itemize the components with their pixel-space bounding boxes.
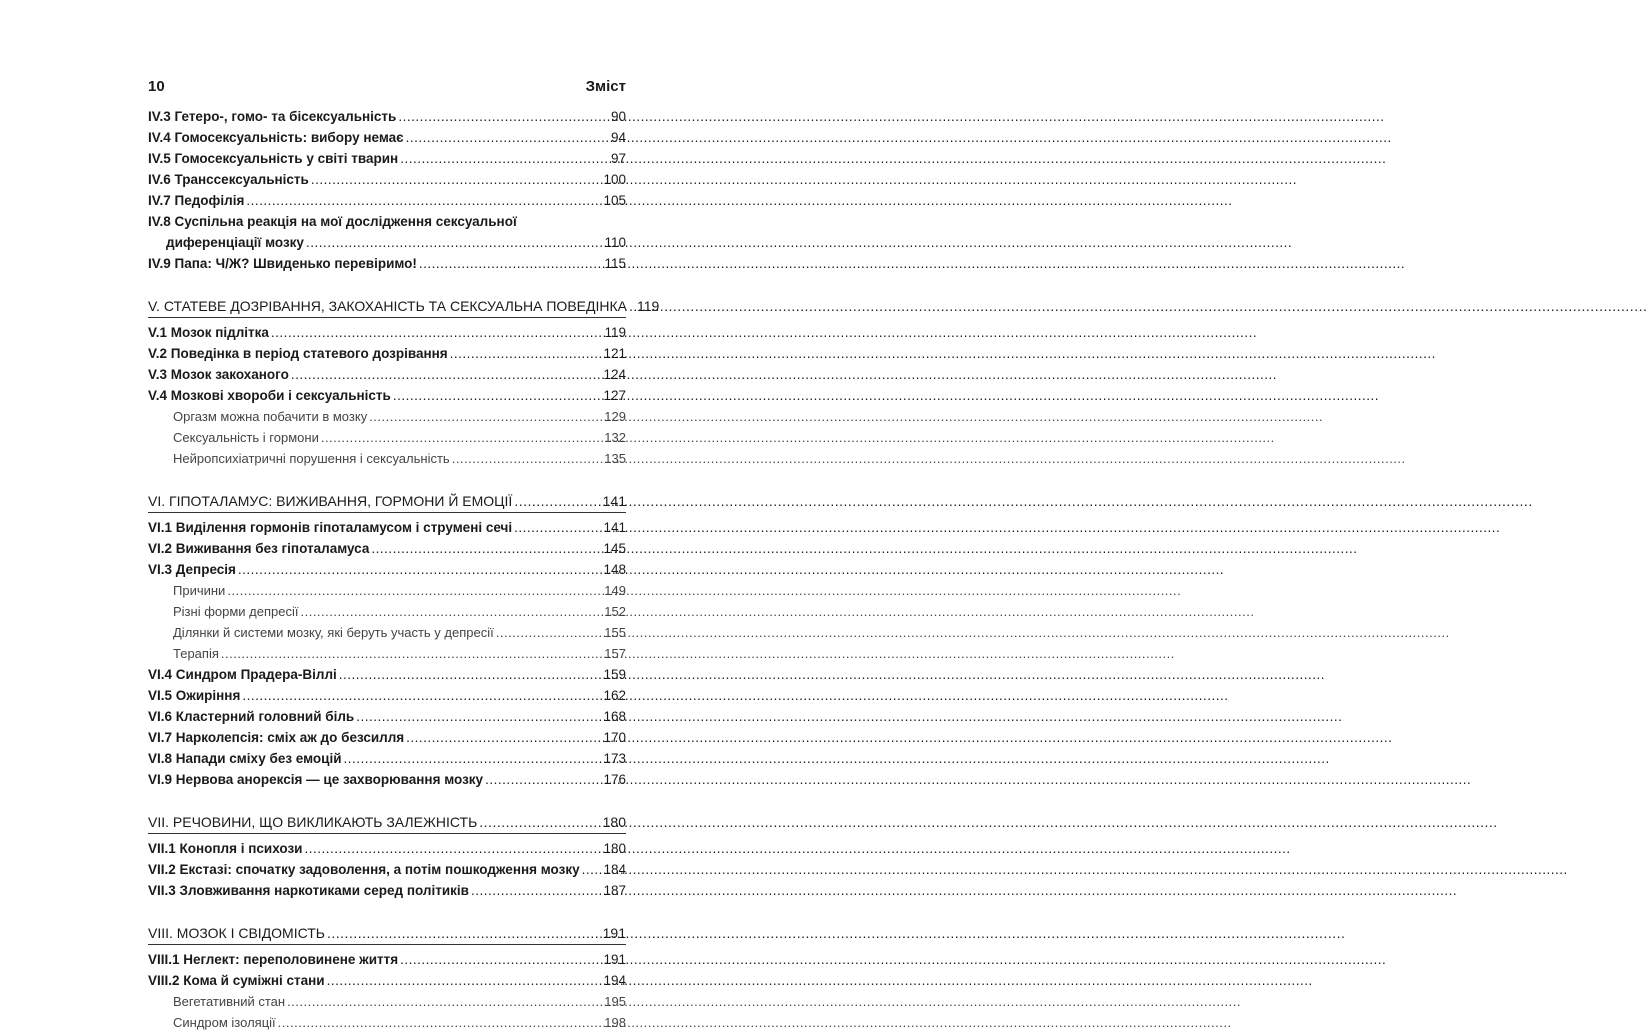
entry-page-number: 170: [603, 730, 626, 745]
dot-leader: [306, 232, 603, 253]
dot-leader: [271, 322, 603, 343]
entry-title: Нейропсихіатричні порушення і сексуальність: [173, 451, 450, 466]
entry-page-number: 100: [603, 172, 626, 187]
toc-entry-vi3a[interactable]: [148, 580, 626, 601]
entry-title: V.4 Мозкові хвороби і сексуальність: [148, 388, 391, 403]
entry-page-number: 110: [604, 235, 626, 250]
dot-leader: [369, 406, 602, 427]
toc-entry-v2[interactable]: [148, 343, 626, 364]
entry-page-number: 157: [604, 646, 626, 661]
dot-leader: [485, 769, 601, 790]
running-title: Зміст: [585, 78, 626, 95]
entry-page-number: 155: [604, 625, 626, 640]
toc-entry-v4b[interactable]: [148, 427, 626, 448]
chapter-page-number: 119: [636, 298, 660, 314]
dot-leader: [227, 580, 602, 601]
entry-title: VI.9 Нервова анорексія — це захворювання мозку: [148, 772, 484, 787]
entry-page-number: 132: [604, 430, 626, 445]
chapter-title: V. СТАТЕВЕ ДОЗРІВАННЯ, ЗАКОХАНІСТЬ ТА СЕКСУАЛЬНА ПОВЕДІНКА: [148, 298, 627, 314]
entry-title: VI.2 Виживання без гіпоталамуса: [148, 541, 370, 556]
entry-page-number: 149: [604, 583, 626, 598]
entry-title: Оргазм можна побачити в мозку: [173, 409, 368, 424]
running-head: [148, 78, 626, 95]
entry-title: Ділянки й системи мозку, які беруть участь у депресії: [173, 625, 494, 640]
toc-entry-vi3[interactable]: [148, 559, 626, 580]
entry-title: Сексуальність і гормони: [173, 430, 319, 445]
toc-entry-vi8[interactable]: [148, 748, 626, 769]
chapter-page-number: 191: [602, 925, 626, 941]
toc-entry-vi9[interactable]: [148, 769, 626, 790]
entry-page-number: 90: [610, 109, 626, 124]
entry-page-number: 129: [604, 409, 626, 424]
dot-leader: [514, 491, 600, 512]
entry-title: IV.4 Гомосексуальність: вибору немає: [148, 130, 404, 145]
dot-leader: [400, 949, 601, 970]
entry-title: Вегетативний стан: [173, 994, 286, 1009]
toc-entry-v4c[interactable]: [148, 448, 626, 469]
dot-leader: [406, 727, 601, 748]
entry-title-line1: IV.8 Суспільна реакція на мої дослідження сексуальної: [148, 214, 517, 229]
entry-page-number: 145: [603, 541, 626, 556]
entry-page-number: 94: [610, 130, 626, 145]
entry-page-number: 168: [603, 709, 626, 724]
entry-title: V.2 Поведінка в період статевого дозрівання: [148, 346, 448, 361]
toc-entry-vi2[interactable]: [148, 538, 626, 559]
dot-leader: [419, 253, 603, 274]
dot-leader: [291, 364, 602, 385]
toc-entry-vii3[interactable]: [148, 880, 626, 901]
entry-title: диференціації мозку: [166, 235, 304, 250]
entry-page-number: 119: [604, 325, 626, 340]
entry-page-number: 187: [603, 883, 626, 898]
toc-entry-vi3d[interactable]: [148, 643, 626, 664]
entry-title: VII.3 Зловживання наркотиками серед політиків: [148, 883, 469, 898]
entry-page-number: 105: [603, 193, 626, 208]
toc-entry-vii1[interactable]: [148, 838, 626, 859]
dot-leader: [471, 880, 601, 901]
toc-entry-vi6[interactable]: [148, 706, 626, 727]
toc-entry-viii2b[interactable]: [148, 1012, 626, 1033]
entry-page-number: 194: [603, 973, 626, 988]
entry-page-number: 152: [604, 604, 626, 619]
dot-leader: [327, 923, 601, 944]
toc-chapter-heading[interactable]: [148, 923, 626, 945]
toc-entry-v3[interactable]: [148, 364, 626, 385]
toc-chapter-heading[interactable]: [148, 296, 660, 318]
toc-entry-v1[interactable]: [148, 322, 626, 343]
toc-entry-v4a[interactable]: [148, 406, 626, 427]
dot-leader: [629, 296, 635, 317]
chapter-gap: [148, 901, 626, 923]
chapter-title: VI. ГІПОТАЛАМУС: ВИЖИВАННЯ, ГОРМОНИ Й ЕМОЦІЇ: [148, 493, 513, 509]
table-of-contents: [148, 106, 660, 1033]
entry-title: VI.3 Депресія: [148, 562, 236, 577]
entry-title: VII.2 Екстазі: спочатку задоволення, а потім пошкодження мозку: [148, 862, 580, 877]
toc-entry-vi3c[interactable]: [148, 622, 626, 643]
dot-leader: [393, 385, 602, 406]
entry-title: IV.6 Транссексуальність: [148, 172, 309, 187]
dot-leader: [321, 427, 602, 448]
dot-leader: [398, 106, 609, 127]
dot-leader: [344, 748, 602, 769]
dot-leader: [371, 538, 601, 559]
entry-page-number: 97: [610, 151, 626, 166]
entry-title: VI.1 Виділення гормонів гіпоталамусом і струмені сечі: [148, 520, 513, 535]
entry-title: Терапія: [173, 646, 219, 661]
entry-page-number: 121: [603, 346, 626, 361]
entry-title: Синдром ізоляції: [173, 1015, 276, 1030]
entry-title: VI.7 Нарколепсія: сміх аж до безсилля: [148, 730, 405, 745]
chapter-title: VII. РЕЧОВИНИ, ЩО ВИКЛИКАЮТЬ ЗАЛЕЖНІСТЬ: [148, 814, 478, 830]
chapter-page-number: 141: [602, 493, 626, 509]
entry-title: VI.5 Ожиріння: [148, 688, 241, 703]
chapter-gap: [148, 790, 626, 812]
dot-leader: [311, 169, 602, 190]
dot-leader: [300, 601, 602, 622]
dot-leader: [287, 991, 602, 1012]
chapter-gap: [148, 469, 626, 491]
entry-page-number: 191: [603, 952, 626, 967]
entry-page-number: 195: [604, 994, 626, 1009]
entry-page-number: 159: [603, 667, 626, 682]
entry-title: Причини: [173, 583, 226, 598]
entry-title: VIII.2 Кома й суміжні стани: [148, 973, 325, 988]
entry-title: IV.3 Гетеро-, гомо- та бісексуальність: [148, 109, 397, 124]
entry-row: [148, 232, 626, 253]
toc-entry-vi5[interactable]: [148, 685, 626, 706]
entry-title: IV.9 Папа: Ч/Ж? Швиденько перевіримо!: [148, 256, 417, 271]
dot-leader: [406, 127, 609, 148]
entry-page-number: 124: [603, 367, 626, 382]
page-number: 10: [148, 78, 165, 95]
entry-title: V.3 Мозок закоханого: [148, 367, 289, 382]
toc-entry-iv4[interactable]: [148, 127, 626, 148]
dot-leader: [242, 685, 601, 706]
dot-leader: [327, 970, 602, 991]
toc-entry-iv8[interactable]: [148, 211, 626, 253]
toc-entry-v4[interactable]: [148, 385, 626, 406]
entry-page-number: 162: [603, 688, 626, 703]
dot-leader: [221, 643, 602, 664]
entry-page-number: 180: [603, 841, 626, 856]
chapter-title: VIII. МОЗОК І СВІДОМІСТЬ: [148, 925, 325, 941]
dot-leader: [450, 343, 602, 364]
toc-entry-viii1[interactable]: [148, 949, 626, 970]
dot-leader: [514, 517, 601, 538]
entry-title: VI.4 Синдром Прадера-Віллі: [148, 667, 337, 682]
toc-entry-vi7[interactable]: [148, 727, 626, 748]
toc-chapter-heading[interactable]: [148, 812, 626, 834]
dot-leader: [238, 559, 602, 580]
toc-entry-vi4[interactable]: [148, 664, 626, 685]
toc-entry-viii2[interactable]: [148, 970, 626, 991]
entry-page-number: 198: [604, 1015, 626, 1030]
entry-title: IV.5 Гомосексуальність у світі тварин: [148, 151, 399, 166]
entry-title: VI.8 Напади сміху без емоцій: [148, 751, 342, 766]
entry-page-number: 184: [603, 862, 626, 877]
chapter-page-number: 180: [602, 814, 626, 830]
entry-title: Різні форми депресії: [173, 604, 299, 619]
toc-chapter-heading[interactable]: [148, 491, 626, 513]
entry-title: VI.6 Кластерний головний біль: [148, 709, 355, 724]
entry-title: VIII.1 Неглект: переполовинене життя: [148, 952, 399, 967]
entry-page-number: 176: [603, 772, 626, 787]
toc-entry-iv9[interactable]: [148, 253, 626, 274]
dot-leader: [452, 448, 603, 469]
dot-leader: [400, 148, 609, 169]
toc-entry-iv7[interactable]: [148, 190, 626, 211]
dot-leader: [479, 812, 600, 833]
dot-leader: [339, 664, 602, 685]
dot-leader: [278, 1012, 603, 1033]
dot-leader: [356, 706, 601, 727]
toc-entry-vi1[interactable]: [148, 517, 626, 538]
entry-page-number: 148: [603, 562, 626, 577]
dot-leader: [246, 190, 601, 211]
dot-leader: [582, 859, 602, 880]
entry-title: VII.1 Конопля і психози: [148, 841, 303, 856]
entry-page-number: 173: [603, 751, 626, 766]
entry-page-number: 115: [604, 256, 626, 271]
toc-entry-vii2[interactable]: [148, 859, 626, 880]
toc-entry-vi3b[interactable]: [148, 601, 626, 622]
entry-page-number: 141: [603, 520, 626, 535]
chapter-gap: [148, 274, 626, 296]
toc-entry-iv5[interactable]: [148, 148, 626, 169]
toc-entry-iv3[interactable]: [148, 106, 626, 127]
entry-title: IV.7 Педофілія: [148, 193, 245, 208]
dot-leader: [304, 838, 601, 859]
entry-page-number: 135: [604, 451, 626, 466]
dot-leader: [496, 622, 603, 643]
toc-entry-viii2a[interactable]: [148, 991, 626, 1012]
entry-title: V.1 Мозок підлітка: [148, 325, 269, 340]
entry-page-number: 127: [603, 388, 626, 403]
toc-entry-iv6[interactable]: [148, 169, 626, 190]
